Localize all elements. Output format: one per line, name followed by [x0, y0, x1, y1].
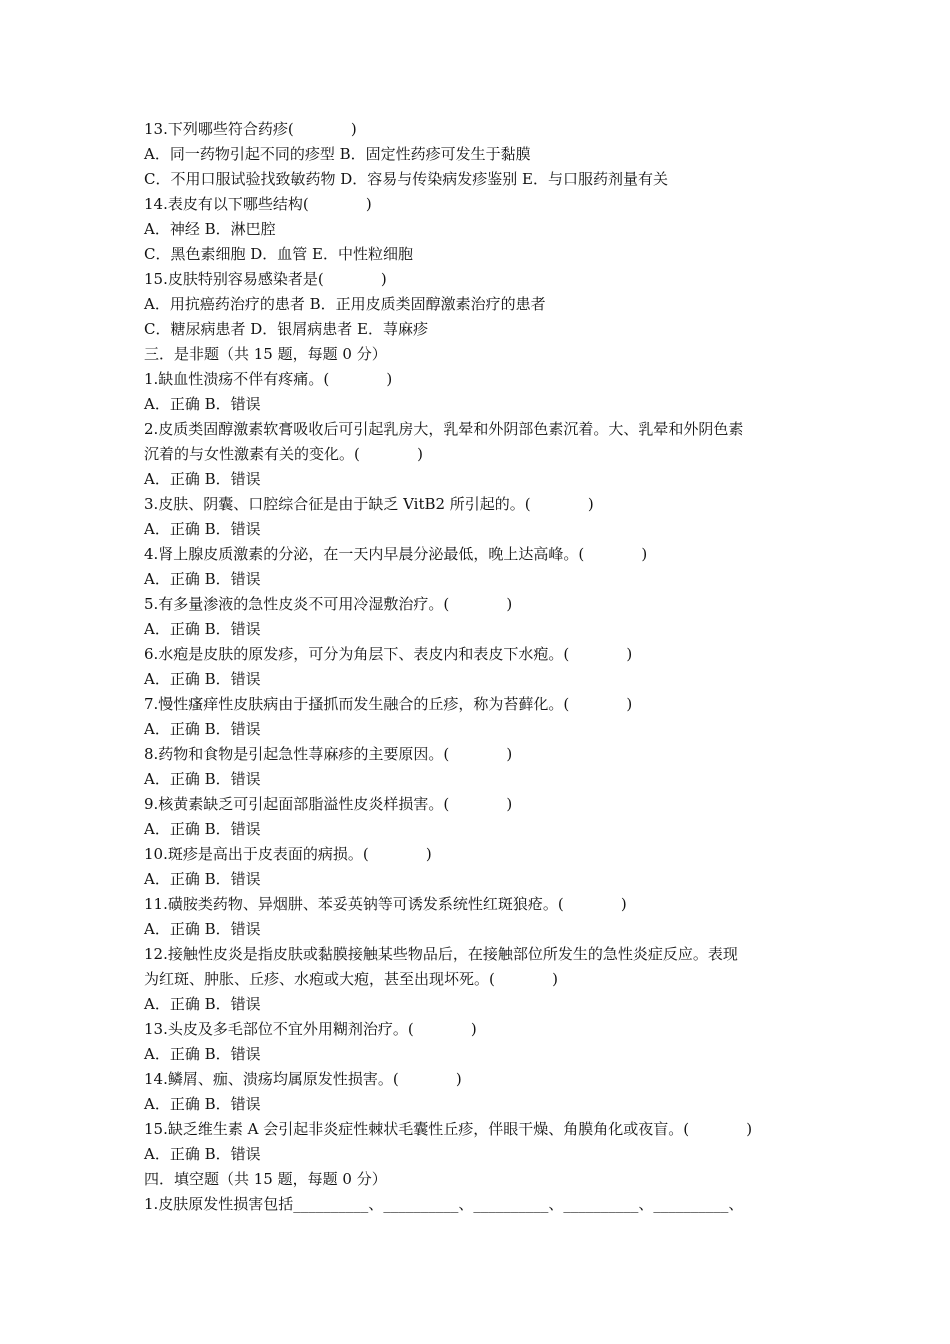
tf-question-2-part-1: 2.皮质类固醇激素软膏吸收后可引起乳房大，乳晕和外阴部色素沉着。大、乳晕和外阴色素	[144, 420, 744, 438]
question-15-options-1: A．用抗癌药治疗的患者 B．正用皮质类固醇激素治疗的患者	[144, 295, 546, 313]
tf-question-8: 8.药物和食物是引起急性荨麻疹的主要原因。( )	[144, 745, 513, 763]
tf-question-14: 14.鳞屑、痂、溃疡均属原发性损害。( )	[144, 1070, 462, 1088]
section-3-heading: 三．是非题（共 15 题，每题 0 分）	[144, 345, 387, 363]
tf-options-9: A．正确 B．错误	[144, 820, 261, 838]
tf-question-2-part-2: 沉着的与女性激素有关的变化。( )	[144, 445, 423, 463]
tf-options-4: A．正确 B．错误	[144, 570, 261, 588]
tf-question-4: 4.肾上腺皮质激素的分泌，在一天内早晨分泌最低，晚上达高峰。( )	[144, 545, 648, 563]
tf-question-11: 11.磺胺类药物、异烟肼、苯妥英钠等可诱发系统性红斑狼疮。( )	[144, 895, 627, 913]
tf-options-1: A．正确 B．错误	[144, 395, 261, 413]
tf-options-8: A．正确 B．错误	[144, 770, 261, 788]
tf-options-11: A．正确 B．错误	[144, 920, 261, 938]
tf-options-10: A．正确 B．错误	[144, 870, 261, 888]
question-14-options-1: A．神经 B．淋巴腔	[144, 220, 276, 238]
question-15-stem: 15.皮肤特别容易感染者是( )	[144, 270, 387, 288]
question-13-stem: 13.下列哪些符合药疹( )	[144, 120, 357, 138]
question-15-options-2: C．糖尿病患者 D．银屑病患者 E．荨麻疹	[144, 320, 428, 338]
tf-question-12-part-1: 12.接触性皮炎是指皮肤或黏膜接触某些物品后，在接触部位所发生的急性炎症反应。表现	[144, 945, 738, 963]
tf-question-13: 13.头皮及多毛部位不宜外用糊剂治疗。( )	[144, 1020, 477, 1038]
tf-options-2: A．正确 B．错误	[144, 470, 261, 488]
fill-question-1: 1.皮肤原发性损害包括__________、__________、__________、__________、__________、	[144, 1195, 744, 1213]
tf-options-12: A．正确 B．错误	[144, 995, 261, 1013]
tf-question-6: 6.水疱是皮肤的原发疹，可分为角层下、表皮内和表皮下水疱。( )	[144, 645, 633, 663]
tf-question-3: 3.皮肤、阴囊、口腔综合征是由于缺乏 VitB2 所引起的。( )	[144, 495, 594, 513]
tf-options-15: A．正确 B．错误	[144, 1145, 261, 1163]
tf-question-12-part-2: 为红斑、肿胀、丘疹、水疱或大疱，甚至出现坏死。( )	[144, 970, 558, 988]
tf-question-5: 5.有多量渗液的急性皮炎不可用冷湿敷治疗。( )	[144, 595, 513, 613]
document-page	[144, 117, 814, 1217]
question-13-options-1: A．同一药物引起不同的疹型 B．固定性药疹可发生于黏膜	[144, 145, 531, 163]
tf-question-1: 1.缺血性溃疡不伴有疼痛。( )	[144, 370, 393, 388]
tf-question-15: 15.缺乏维生素 A 会引起非炎症性棘状毛囊性丘疹，伴眼干燥、角膜角化或夜盲。( )	[144, 1120, 753, 1138]
tf-question-9: 9.核黄素缺乏可引起面部脂溢性皮炎样损害。( )	[144, 795, 513, 813]
tf-options-3: A．正确 B．错误	[144, 520, 261, 538]
question-13-options-2: C．不用口服试验找致敏药物 D．容易与传染病发疹鉴别 E．与口服药剂量有关	[144, 170, 668, 188]
question-14-stem: 14.表皮有以下哪些结构( )	[144, 195, 372, 213]
section-4-heading: 四．填空题（共 15 题，每题 0 分）	[144, 1170, 387, 1188]
tf-options-13: A．正确 B．错误	[144, 1045, 261, 1063]
question-14-options-2: C．黑色素细胞 D．血管 E．中性粒细胞	[144, 245, 413, 263]
tf-question-10: 10.斑疹是高出于皮表面的病损。( )	[144, 845, 432, 863]
tf-options-14: A．正确 B．错误	[144, 1095, 261, 1113]
tf-question-7: 7.慢性瘙痒性皮肤病由于搔抓而发生融合的丘疹，称为苔藓化。( )	[144, 695, 633, 713]
tf-options-6: A．正确 B．错误	[144, 670, 261, 688]
tf-options-7: A．正确 B．错误	[144, 720, 261, 738]
tf-options-5: A．正确 B．错误	[144, 620, 261, 638]
